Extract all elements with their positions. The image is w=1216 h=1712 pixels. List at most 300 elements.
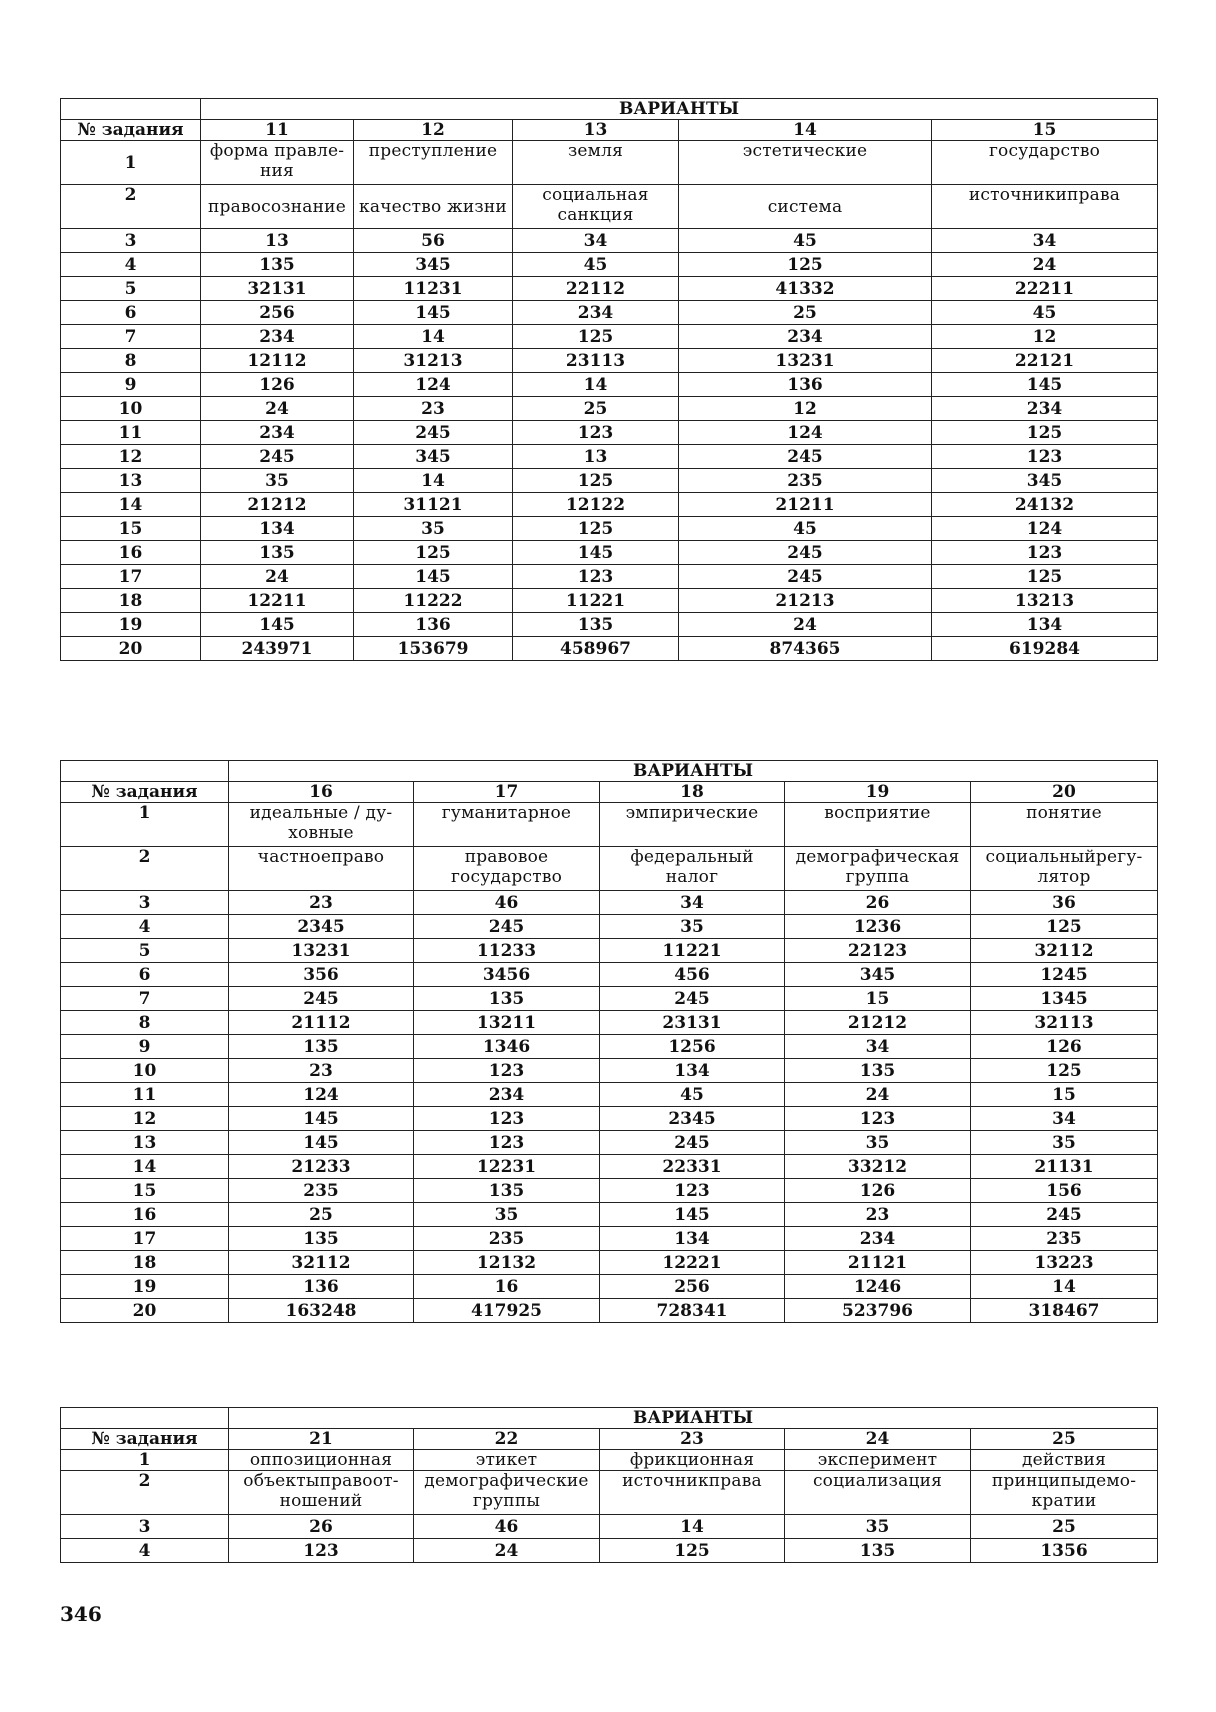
answer-cell: 46 [414,1515,600,1539]
answer-cell: 25 [679,301,932,325]
answer-cell: преступление [354,141,513,185]
variant-header: 20 [971,782,1158,803]
answer-cell: 124 [354,373,513,397]
table-row [61,1035,1158,1059]
answer-cell: 1346 [414,1035,600,1059]
answer-cell: 145 [932,373,1158,397]
answer-cell: 24 [201,565,354,589]
task-number: 5 [61,939,229,963]
answer-cell: 245 [201,445,354,469]
table-row [61,421,1158,445]
answer-cell: 1236 [785,915,971,939]
answer-cell: демографическая группа [785,847,971,891]
task-number: 4 [61,253,201,277]
answer-cell: федеральный налог [600,847,785,891]
answer-cell: 25 [971,1515,1158,1539]
variant-header: 23 [600,1429,785,1450]
answer-cell: 458967 [513,637,679,661]
answer-cell: 45 [679,517,932,541]
answer-cell: форма правле-ния [201,141,354,185]
task-number: 5 [61,277,201,301]
answer-cell: 41332 [679,277,932,301]
answer-cell: 24 [932,253,1158,277]
answer-cell: 21233 [229,1155,414,1179]
answer-cell: 245 [971,1203,1158,1227]
task-number: 14 [61,493,201,517]
answer-cell: 123 [513,421,679,445]
answer-cell: 135 [201,253,354,277]
answer-cell: 123 [932,541,1158,565]
table-row [61,1083,1158,1107]
answer-cell: 125 [679,253,932,277]
variant-header: 22 [414,1429,600,1450]
answer-cell: 123 [229,1539,414,1563]
answer-cell: демографические группы [414,1471,600,1515]
table-row [61,517,1158,541]
table-row [61,493,1158,517]
answer-cell: 14 [971,1275,1158,1299]
answer-cell: 35 [600,915,785,939]
answer-cell: 243971 [201,637,354,661]
answer-cell: 134 [600,1059,785,1083]
answer-cell: 46 [414,891,600,915]
answer-cell: 25 [513,397,679,421]
table-row [61,185,1158,229]
task-number: 14 [61,1155,229,1179]
answer-cell: 11221 [513,589,679,613]
answer-cell: 12112 [201,349,354,373]
answer-cell: 145 [600,1203,785,1227]
answer-cell: 125 [971,1059,1158,1083]
answer-cell: 3456 [414,963,600,987]
answer-cell: 126 [785,1179,971,1203]
task-number: 9 [61,373,201,397]
variants-header: ВАРИАНТЫ [229,1408,1158,1429]
answer-cell: качество жизни [354,185,513,229]
answer-cell: 22211 [932,277,1158,301]
answer-cell: 1256 [600,1035,785,1059]
answer-cell: 245 [600,987,785,1011]
variant-header: 16 [229,782,414,803]
answer-cell: 15 [785,987,971,1011]
answer-cell: 245 [679,565,932,589]
task-number: 6 [61,301,201,325]
answer-cell: 45 [932,301,1158,325]
answer-cell: 123 [600,1179,785,1203]
answer-cell: 136 [354,613,513,637]
answer-cell: 135 [229,1035,414,1059]
answer-cell: 123 [414,1131,600,1155]
variant-header: 19 [785,782,971,803]
answer-cell: 32131 [201,277,354,301]
answer-cell: 135 [414,987,600,1011]
table-row [61,1251,1158,1275]
answer-cell: 35 [201,469,354,493]
answer-cell: 153679 [354,637,513,661]
answer-cell: эстетические [679,141,932,185]
answer-cell: 125 [513,325,679,349]
table-row [61,847,1158,891]
variants-header-row [61,761,1158,782]
answer-cell: 13211 [414,1011,600,1035]
table-row [61,445,1158,469]
answer-cell: 523796 [785,1299,971,1323]
answer-cell: 135 [785,1539,971,1563]
answer-cell: 619284 [932,637,1158,661]
answer-cell: 11221 [600,939,785,963]
answer-cell: 32112 [229,1251,414,1275]
table-row [61,253,1158,277]
answer-cell: фрикционная [600,1450,785,1471]
answer-cell: 124 [229,1083,414,1107]
table-row [61,1450,1158,1471]
answer-cell: восприятие [785,803,971,847]
answer-cell: 728341 [600,1299,785,1323]
answer-cell: 2345 [229,915,414,939]
task-number: 13 [61,469,201,493]
answer-cell: 12132 [414,1251,600,1275]
answer-cell: оппозиционная [229,1450,414,1471]
answer-cell: 35 [971,1131,1158,1155]
answer-cell: 145 [201,613,354,637]
variant-header: 18 [600,782,785,803]
task-number: 1 [61,1450,229,1471]
answer-cell: 245 [679,541,932,565]
answer-cell: 13 [201,229,354,253]
answer-cell: 32112 [971,939,1158,963]
answer-cell: 135 [785,1059,971,1083]
answer-cell: 45 [513,253,679,277]
answer-cell: 235 [679,469,932,493]
answer-cell: 123 [414,1059,600,1083]
table-row [61,325,1158,349]
answer-cell: понятие [971,803,1158,847]
answer-cell: 1245 [971,963,1158,987]
task-number: 18 [61,589,201,613]
answer-cell: 1356 [971,1539,1158,1563]
answer-cell: 156 [971,1179,1158,1203]
answer-cell: 125 [513,469,679,493]
answer-table-3 [60,1407,1158,1563]
task-number: 15 [61,517,201,541]
answer-cell: 134 [932,613,1158,637]
table-row [61,1131,1158,1155]
answer-cell: 32113 [971,1011,1158,1035]
answer-cell: 34 [932,229,1158,253]
answer-cell: 124 [679,421,932,445]
table-row [61,1515,1158,1539]
answer-cell: 23 [229,891,414,915]
answer-cell: 21121 [785,1251,971,1275]
answer-table-1 [60,98,1158,661]
table-row [61,1275,1158,1299]
task-number: 10 [61,397,201,421]
answer-cell: 35 [354,517,513,541]
task-number-header: № задания [61,782,229,803]
answer-cell: 123 [932,445,1158,469]
answer-cell: 24132 [932,493,1158,517]
answer-cell: идеальные / ду-ховные [229,803,414,847]
variant-header: 21 [229,1429,414,1450]
task-number: 12 [61,1107,229,1131]
answer-cell: 23 [229,1059,414,1083]
answer-cell: 56 [354,229,513,253]
table-row [61,1539,1158,1563]
table-row [61,277,1158,301]
answer-cell: 125 [600,1539,785,1563]
answer-cell: 125 [971,915,1158,939]
variant-header: 25 [971,1429,1158,1450]
answer-cell: 11222 [354,589,513,613]
answer-cell: 15 [971,1083,1158,1107]
answer-cell: 12122 [513,493,679,517]
answer-cell: 145 [354,301,513,325]
answer-cell: 45 [679,229,932,253]
answer-cell: 356 [229,963,414,987]
answer-cell: 22123 [785,939,971,963]
variant-header: 15 [932,120,1158,141]
answer-cell: 234 [679,325,932,349]
table-row [61,963,1158,987]
answer-cell: 123 [414,1107,600,1131]
answer-cell: 417925 [414,1299,600,1323]
task-number: 13 [61,1131,229,1155]
answer-cell: 234 [201,325,354,349]
task-number: 12 [61,445,201,469]
answer-cell: частноеправо [229,847,414,891]
answer-cell: 145 [229,1107,414,1131]
answer-cell: 1345 [971,987,1158,1011]
answer-cell: система [679,185,932,229]
answer-cell: 25 [229,1203,414,1227]
task-number: 18 [61,1251,229,1275]
answer-cell: 24 [414,1539,600,1563]
answer-cell: 21212 [201,493,354,517]
answer-cell: источникиправа [932,185,1158,229]
answer-cell: 318467 [971,1299,1158,1323]
answer-cell: 22121 [932,349,1158,373]
answer-cell: 234 [932,397,1158,421]
answer-cell: социальная санкция [513,185,679,229]
answer-cell: 26 [785,891,971,915]
answer-cell: 456 [600,963,785,987]
task-number: 3 [61,229,201,253]
task-number: 15 [61,1179,229,1203]
answer-cell: 245 [600,1131,785,1155]
answer-cell: 34 [600,891,785,915]
task-number: 16 [61,541,201,565]
answer-cell: 21212 [785,1011,971,1035]
table-row [61,1155,1158,1179]
answer-cell: 345 [932,469,1158,493]
answer-cell: 22331 [600,1155,785,1179]
answer-cell: 134 [201,517,354,541]
answer-cell: 125 [932,421,1158,445]
variant-header: 24 [785,1429,971,1450]
table-row [61,1059,1158,1083]
answer-cell: 345 [785,963,971,987]
answer-cell: 11233 [414,939,600,963]
answer-cell: 33212 [785,1155,971,1179]
answer-cell: 126 [201,373,354,397]
variants-header: ВАРИАНТЫ [201,99,1158,120]
answer-cell: 16 [414,1275,600,1299]
answer-cell: 256 [201,301,354,325]
column-header-row [61,782,1158,803]
variant-header: 11 [201,120,354,141]
answer-cell: 135 [513,613,679,637]
variants-header-row [61,99,1158,120]
answer-cell: эмпирические [600,803,785,847]
task-number: 4 [61,915,229,939]
table-row [61,891,1158,915]
answer-cell: 13213 [932,589,1158,613]
task-number: 3 [61,891,229,915]
answer-cell: 35 [785,1131,971,1155]
table-row [61,915,1158,939]
table-row [61,1011,1158,1035]
task-number: 8 [61,1011,229,1035]
table-row [61,939,1158,963]
variant-header: 17 [414,782,600,803]
table-row [61,565,1158,589]
answer-cell: 22112 [513,277,679,301]
empty-corner-cell [61,761,229,782]
answer-cell: 135 [201,541,354,565]
answer-cell: 21131 [971,1155,1158,1179]
answer-cell: 135 [229,1227,414,1251]
answer-cell: 245 [414,915,600,939]
variant-header: 12 [354,120,513,141]
table-row [61,229,1158,253]
task-number: 11 [61,421,201,445]
answer-cell: действия [971,1450,1158,1471]
answer-cell: 13231 [229,939,414,963]
task-number: 19 [61,1275,229,1299]
table-row [61,1107,1158,1131]
table-row [61,141,1158,185]
table-row [61,1471,1158,1515]
answer-cell: 163248 [229,1299,414,1323]
table-row [61,541,1158,565]
answer-cell: 13223 [971,1251,1158,1275]
answer-cell: эксперимент [785,1450,971,1471]
answer-cell: 12231 [414,1155,600,1179]
answer-cell: 235 [414,1227,600,1251]
empty-corner-cell [61,1408,229,1429]
task-number: 10 [61,1059,229,1083]
answer-cell: социальныйрегу-лятор [971,847,1158,891]
table-row [61,349,1158,373]
answer-cell: 12 [679,397,932,421]
answer-cell: 35 [785,1515,971,1539]
answer-cell: 21112 [229,1011,414,1035]
answer-cell: 21213 [679,589,932,613]
answer-cell: 36 [971,891,1158,915]
answer-cell: социализация [785,1471,971,1515]
empty-corner-cell [61,99,201,120]
answer-cell: земля [513,141,679,185]
answer-cell: 24 [785,1083,971,1107]
column-header-row [61,120,1158,141]
answer-cell: 234 [513,301,679,325]
answer-cell: 12221 [600,1251,785,1275]
answer-cell: 23113 [513,349,679,373]
answer-cell: 874365 [679,637,932,661]
table-row [61,637,1158,661]
answer-cell: этикет [414,1450,600,1471]
answer-cell: 35 [414,1203,600,1227]
table-row [61,987,1158,1011]
answer-cell: 11231 [354,277,513,301]
variants-header: ВАРИАНТЫ [229,761,1158,782]
answer-cell: 1246 [785,1275,971,1299]
task-number: 16 [61,1203,229,1227]
task-number: 7 [61,987,229,1011]
table-row [61,397,1158,421]
table-row [61,1179,1158,1203]
answer-cell: 125 [513,517,679,541]
answer-cell: 45 [600,1083,785,1107]
task-number: 17 [61,565,201,589]
answer-cell: 23 [354,397,513,421]
answer-cell: 123 [513,565,679,589]
table-row [61,1227,1158,1251]
table-row [61,1299,1158,1323]
column-header-row [61,1429,1158,1450]
answer-cell: 135 [414,1179,600,1203]
answer-cell: 2345 [600,1107,785,1131]
answer-cell: 34 [513,229,679,253]
answer-cell: 123 [785,1107,971,1131]
answer-cell: 23131 [600,1011,785,1035]
answer-cell: 12211 [201,589,354,613]
answer-cell: источникправа [600,1471,785,1515]
answer-cell: 245 [679,445,932,469]
task-number: 3 [61,1515,229,1539]
variant-header: 14 [679,120,932,141]
answer-cell: 234 [414,1083,600,1107]
answer-cell: 126 [971,1035,1158,1059]
answer-cell: 26 [229,1515,414,1539]
task-number: 7 [61,325,201,349]
answer-cell: 145 [229,1131,414,1155]
task-number-header: № задания [61,120,201,141]
task-number: 20 [61,1299,229,1323]
answer-cell: 235 [229,1179,414,1203]
task-number: 20 [61,637,201,661]
answer-cell: 34 [785,1035,971,1059]
task-number: 8 [61,349,201,373]
answer-cell: правовое государство [414,847,600,891]
task-number: 1 [61,141,201,185]
answer-cell: 24 [679,613,932,637]
answer-cell: правосознание [201,185,354,229]
answer-cell: 31121 [354,493,513,517]
answer-table-2 [60,760,1158,1323]
task-number: 2 [61,185,201,229]
task-number: 1 [61,803,229,847]
answer-cell: 14 [513,373,679,397]
answer-cell: 124 [932,517,1158,541]
answer-cell: государство [932,141,1158,185]
answer-cell: 145 [513,541,679,565]
table-row [61,373,1158,397]
page-number: 346 [60,1602,102,1626]
answer-cell: 256 [600,1275,785,1299]
answer-cell: 14 [354,325,513,349]
answer-cell: 34 [971,1107,1158,1131]
